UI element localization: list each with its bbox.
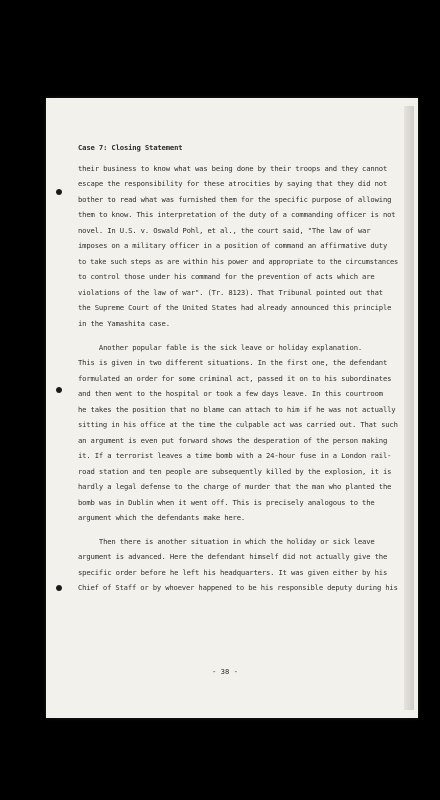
body-line: and then went to the hospital or took a few days leave. In this courtroom (78, 389, 383, 398)
body-line: to control those under his command for the prevention of acts which are (78, 272, 375, 281)
body-line: bomb was in Dublin when it went off. This is precisely analogous to the (78, 498, 375, 507)
body-line: hardly a legal defense to the charge of murder that the man who planted the (78, 482, 392, 491)
body-line: violations of the law of war". (Tr. 8123). That Tribunal pointed out that (78, 288, 383, 297)
body-line: an argument is even put forward shows the desperation of the person making (78, 436, 388, 445)
body-line: escape the responsibility for these atrocities by saying that they did not (78, 179, 388, 188)
body-line: Then there is another situation in which the holiday or sick leave (78, 537, 375, 546)
body-line: imposes on a military officer in a position of command an affirmative duty (78, 241, 388, 250)
body-line: sitting in his office at the time the culpable act was carried out. That such (78, 420, 398, 429)
body-line: them to know. This interpretation of the duty of a commanding officer is not (78, 210, 396, 219)
punch-hole-icon (56, 189, 62, 195)
body-line: specific order before he left his headquarters. It was given either by his (78, 568, 388, 577)
punch-hole-icon (56, 585, 62, 591)
body-line: argument which the defendants make here. (78, 513, 246, 522)
page-number: - 38 - (212, 667, 238, 676)
body-line: bother to read what was furnished them for the specific purpose of allowing (78, 195, 392, 204)
body-line: formulated an order for some criminal act, passed it on to his subordinates (78, 374, 392, 383)
body-line: to take such steps as are within his power and appropriate to the circumstances (78, 257, 399, 266)
body-line: he takes the position that no blame can attach to him if he was not actually (78, 405, 396, 414)
body-line: This is given in two different situations. In the first one, the defendant (78, 358, 388, 367)
body-line: Chief of Staff or by whoever happened to be his responsible deputy during his (78, 583, 398, 592)
body-line: road station and ten people are subsequently killed by the explosion, it is (78, 467, 392, 476)
body-line: the Supreme Court of the United States had already announced this principle (78, 303, 392, 312)
document-heading: Case 7: Closing Statement (78, 143, 183, 152)
punch-hole-icon (56, 387, 62, 393)
body-line: it. If a terrorist leaves a time bomb with a 24-hour fuse in a London rail- (78, 451, 392, 460)
body-line: Another popular fable is the sick leave or holiday explanation. (78, 343, 363, 352)
body-line: novel. In U.S. v. Oswald Pohl, et al., the court said, "The law of war (78, 226, 371, 235)
body-line: their business to know what was being done by their troops and they cannot (78, 164, 388, 173)
body-line: in the Yamashita case. (78, 319, 170, 328)
page-edge (404, 106, 414, 710)
body-line: argument is advanced. Here the defendant himself did not actually give the (78, 552, 388, 561)
